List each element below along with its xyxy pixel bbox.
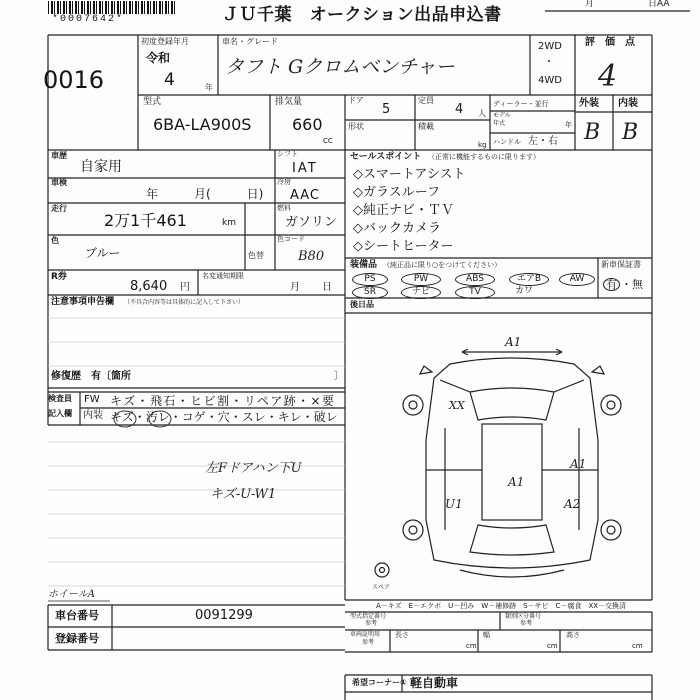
height-label: 高さ xyxy=(566,631,580,639)
fuel-label: 燃料 xyxy=(277,204,291,212)
type-designation-label: 型式指定番号 xyxy=(350,613,387,620)
inspector-interior-label: 内装 xyxy=(83,410,103,421)
equipment-tv: TV xyxy=(455,286,495,299)
vehicle-cert-label: 車両証明用 xyxy=(350,631,381,638)
recycle-unit: 円 xyxy=(180,282,190,293)
first-registration-year: 4 xyxy=(164,70,175,90)
model-label: 型式 xyxy=(143,97,162,107)
note-ruled-lines xyxy=(48,318,345,586)
mileage-value: 2万1千461 xyxy=(104,211,187,230)
height-unit: cm xyxy=(632,642,643,650)
vehicle-cert-ref: 参考 xyxy=(362,639,375,646)
history-label: 車歴 xyxy=(51,151,67,160)
corner-value: 軽自動車 xyxy=(410,676,459,690)
warranty-yes: 有 xyxy=(603,278,620,291)
inspector-interior-text: キズ・汚レ・コゲ・穴・スレ・キレ・破レ xyxy=(110,410,338,424)
sales-point-item: ◇バックカメラ xyxy=(353,221,441,236)
lot-number: 0016 xyxy=(43,66,105,94)
sales-point-item: ◇純正ナビ・ＴＶ xyxy=(353,203,454,218)
page-title: ＪＵ千葉 オークション出品申込書 xyxy=(222,5,502,25)
score-value: 4 xyxy=(598,59,618,94)
inspection-label: 車検 xyxy=(51,178,67,187)
drive-separator: ・ xyxy=(544,57,554,68)
exterior-label: 外装 xyxy=(579,98,599,109)
car-name-value: タフト Gクロムベンチャー xyxy=(225,56,455,78)
car-damage-diagram xyxy=(345,313,652,600)
handle-label: ハンドル xyxy=(493,138,521,146)
damage-right-rear: A2 xyxy=(564,497,581,511)
color-label: 色 xyxy=(51,236,59,245)
handwritten-note-2: キズ-U-W1 xyxy=(210,487,277,502)
equipment-aw: AW xyxy=(559,273,595,286)
registration-label: 登録番号 xyxy=(55,632,99,645)
capacity-value: 4 xyxy=(455,102,464,117)
sales-points-label: セールスポイント xyxy=(350,152,422,162)
width-label: 幅 xyxy=(483,631,490,639)
inspector-fw-text: キズ・飛石・ヒビ割・リペア跡・×要 xyxy=(110,394,336,408)
equipment-navi: ナビ xyxy=(401,286,441,299)
first-registration-era: 令和 xyxy=(146,51,171,65)
equipment-leather: カワ xyxy=(515,286,534,296)
notes-label: 注意事項申告欄 xyxy=(51,297,115,307)
repair-history-close: 〕 xyxy=(334,371,344,382)
width-unit: cm xyxy=(547,642,558,650)
color-code-label: 色コード xyxy=(277,235,305,243)
later-items-label: 後日品 xyxy=(350,300,374,309)
dealer-label: ディーラー・並行 xyxy=(493,100,549,108)
color-change-label: 色替 xyxy=(248,251,264,260)
color-value: ブルー xyxy=(85,246,121,260)
type-designation-ref: 参考 xyxy=(365,620,378,627)
interior-label: 内装 xyxy=(618,98,638,109)
car-name-label: 車名・グレード xyxy=(222,37,278,46)
doors-label: ドア xyxy=(348,96,364,105)
handle-value: 左・右 xyxy=(528,136,558,147)
inspector-label-top: 検査員 xyxy=(48,394,72,403)
color-code-value: B80 xyxy=(298,249,325,264)
displacement-unit: CC xyxy=(323,137,333,145)
barcode xyxy=(48,1,176,14)
damage-front-left: XX xyxy=(449,399,465,412)
mileage-unit: km xyxy=(222,218,236,228)
equipment-pw: PW xyxy=(401,273,441,286)
sales-point-item: ◇スマートアシスト xyxy=(353,167,466,182)
model-value: 6BA-LA900S xyxy=(153,115,252,134)
name-change-month: 月 xyxy=(290,282,300,293)
notes-instruction: （不具合内容等は具体的に記入して下さい） xyxy=(124,299,245,306)
warranty-no: ・無 xyxy=(621,278,643,291)
first-registration-year-unit: 年 xyxy=(205,83,213,92)
first-registration-label: 初度登録年月 xyxy=(141,37,189,46)
score-label: 評 価 点 xyxy=(585,37,635,48)
equipment-ps: PS xyxy=(352,273,388,286)
sales-point-item: ◇ガラスルーフ xyxy=(353,185,440,200)
date-month-label: 月 xyxy=(585,0,595,9)
displacement-label: 排気量 xyxy=(275,97,303,107)
equipment-airbag: エアB xyxy=(509,273,549,286)
chassis-label: 車台番号 xyxy=(55,609,99,622)
handwritten-note-1: 左Fドアハン下U xyxy=(205,461,302,476)
barcode-number: *0007642* xyxy=(52,14,125,25)
ac-value: AAC xyxy=(290,188,320,203)
repair-history-label: 修復歴 有〔箇所 xyxy=(51,371,131,382)
ac-label: 冷房 xyxy=(277,178,291,186)
damage-left-side: U1 xyxy=(445,497,463,511)
equipment-label: 装備品 xyxy=(350,260,378,270)
damage-legend: A－キズ E－エクボ U－凹み W－補修跡 S－サビ C－腐食 XX－交換済 xyxy=(376,602,627,610)
length-unit: cm xyxy=(466,642,477,650)
model-year-label-bottom: 年式 xyxy=(493,120,506,127)
body-shape-label: 形状 xyxy=(348,122,364,131)
mileage-label: 走行 xyxy=(51,204,67,213)
spare-tire-label: スペア xyxy=(372,584,391,591)
damage-front-top: A1 xyxy=(505,335,522,349)
wheels xyxy=(375,395,621,577)
corner-label: 希望コーナー① xyxy=(352,678,407,687)
exterior-grade: B xyxy=(584,120,601,145)
warranty-label: 新車保証書 xyxy=(601,260,641,269)
category-ref: 参考 xyxy=(520,620,533,627)
equipment-note: （純正品に限り○をつけてください） xyxy=(383,261,502,269)
shift-label: シフト xyxy=(277,150,298,158)
equipment-sr: SR xyxy=(352,286,388,299)
load-unit: kg xyxy=(478,141,487,149)
shift-value: IAT xyxy=(292,161,318,176)
equipment-abs: ABS xyxy=(455,273,495,286)
recycle-label: R券 xyxy=(51,272,67,282)
interior-grade: B xyxy=(622,120,639,145)
category-label: 類別区分番号 xyxy=(505,613,542,620)
capacity-label: 定員 xyxy=(418,96,434,105)
inspector-fw-label: FW xyxy=(84,394,100,405)
doors-value: 5 xyxy=(382,102,391,117)
displacement-value: 660 xyxy=(292,115,323,134)
model-year-unit: 年 xyxy=(565,121,572,129)
damage-right-fender: A1 xyxy=(570,457,587,471)
name-change-label: 名変通知期限 xyxy=(202,272,244,280)
sales-point-item: ◇シートヒーター xyxy=(353,239,454,254)
model-year-label-top: モデル xyxy=(493,112,511,119)
sales-points-note: （正常に機能するものに限ります） xyxy=(428,153,540,161)
inspector-label-bottom: 記入欄 xyxy=(48,409,72,418)
load-label: 積載 xyxy=(418,122,434,131)
drive-2wd: 2WD xyxy=(538,41,562,52)
damage-roof: A1 xyxy=(508,475,525,489)
history-value: 自家用 xyxy=(80,159,122,175)
drive-4wd: 4WD xyxy=(538,75,562,86)
chassis-number: 0091299 xyxy=(195,608,253,623)
name-change-day: 日 xyxy=(322,282,332,293)
date-day-label: 日AA xyxy=(648,0,670,9)
fuel-value: ガソリン xyxy=(285,215,338,230)
inspection-value: 年 月( 日) xyxy=(146,187,264,201)
wheel-note: ホイールA xyxy=(48,589,96,600)
capacity-unit: 人 xyxy=(478,109,486,118)
length-label: 長さ xyxy=(395,631,409,639)
recycle-value: 8,640 xyxy=(130,279,168,294)
